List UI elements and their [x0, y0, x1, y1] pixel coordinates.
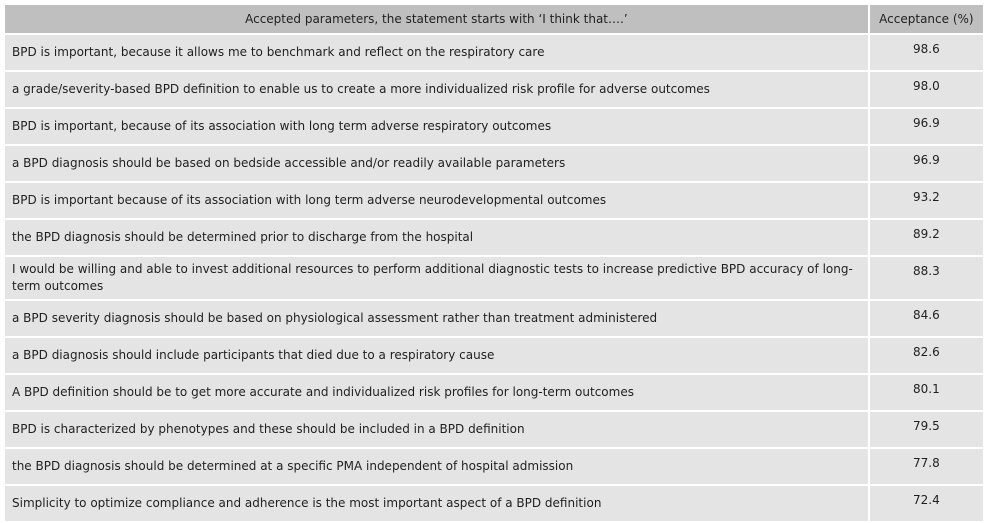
table-row — [5, 146, 983, 181]
statement-cell: BPD is characterized by phenotypes and these should be included in a BPD definition — [5, 412, 868, 447]
table-row — [5, 72, 983, 107]
accepted-parameters-table — [3, 3, 985, 523]
acceptance-column-header: Acceptance (%) — [870, 5, 983, 33]
table-row — [5, 257, 983, 299]
acceptance-cell: 89.2 — [870, 220, 983, 255]
acceptance-cell: 96.9 — [870, 109, 983, 144]
table-row — [5, 109, 983, 144]
acceptance-cell: 72.4 — [870, 486, 983, 521]
table-header-row — [5, 5, 983, 33]
statement-cell: a grade/severity-based BPD definition to enable us to create a more individualized risk profile for adverse outcomes — [5, 72, 868, 107]
statement-cell: a BPD diagnosis should be based on bedside accessible and/or readily available parameters — [5, 146, 868, 181]
statement-cell: BPD is important because of its association with long term adverse neurodevelopmental outcomes — [5, 183, 868, 218]
table-row — [5, 338, 983, 373]
acceptance-cell: 98.6 — [870, 35, 983, 70]
table-row — [5, 486, 983, 521]
acceptance-cell: 77.8 — [870, 449, 983, 484]
statement-cell: A BPD definition should be to get more accurate and individualized risk profiles for long-term outcomes — [5, 375, 868, 410]
table-row — [5, 183, 983, 218]
acceptance-cell: 80.1 — [870, 375, 983, 410]
table-row — [5, 449, 983, 484]
statement-column-header: Accepted parameters, the statement starts with ‘I think that….’ — [5, 5, 868, 33]
acceptance-cell: 98.0 — [870, 72, 983, 107]
statement-cell: a BPD diagnosis should include participants that died due to a respiratory cause — [5, 338, 868, 373]
statement-cell: I would be willing and able to invest additional resources to perform additional diagnostic tests to increase predictive BPD accuracy of long-term outcomes — [5, 257, 868, 299]
statement-cell: a BPD severity diagnosis should be based on physiological assessment rather than treatment administered — [5, 301, 868, 336]
statement-cell: BPD is important, because it allows me to benchmark and reflect on the respiratory care — [5, 35, 868, 70]
table-row — [5, 35, 983, 70]
table-row — [5, 375, 983, 410]
table-row — [5, 412, 983, 447]
table-row — [5, 220, 983, 255]
statement-cell: the BPD diagnosis should be determined at a specific PMA independent of hospital admission — [5, 449, 868, 484]
table-row — [5, 301, 983, 336]
statement-cell: the BPD diagnosis should be determined prior to discharge from the hospital — [5, 220, 868, 255]
acceptance-cell: 93.2 — [870, 183, 983, 218]
acceptance-cell: 79.5 — [870, 412, 983, 447]
acceptance-cell: 88.3 — [870, 257, 983, 299]
statement-cell: Simplicity to optimize compliance and adherence is the most important aspect of a BPD definition — [5, 486, 868, 521]
statement-cell: BPD is important, because of its association with long term adverse respiratory outcomes — [5, 109, 868, 144]
acceptance-cell: 82.6 — [870, 338, 983, 373]
acceptance-cell: 84.6 — [870, 301, 983, 336]
acceptance-cell: 96.9 — [870, 146, 983, 181]
